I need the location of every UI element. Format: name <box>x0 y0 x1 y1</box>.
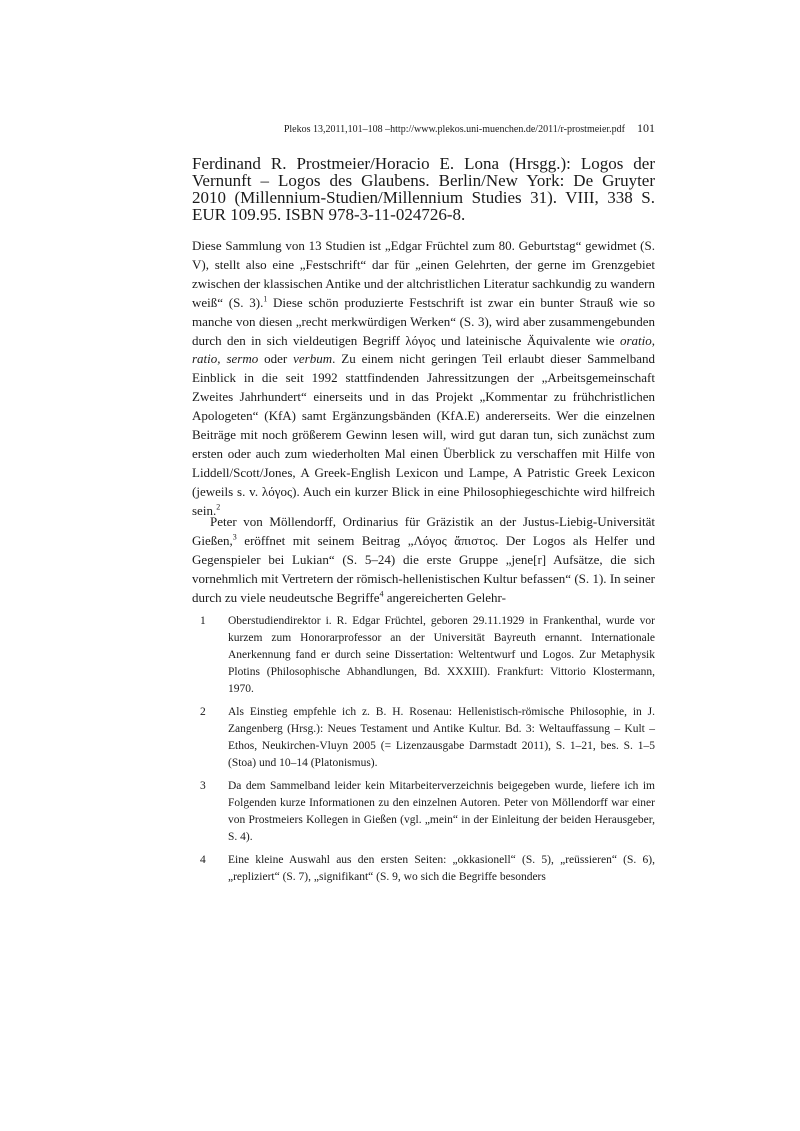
running-head <box>192 121 655 137</box>
p1-sep-3: oder <box>258 351 294 367</box>
page-number: 101 <box>637 121 655 135</box>
term-ratio: ratio <box>192 351 218 367</box>
footnote-4 <box>200 852 655 886</box>
term-sermo: sermo <box>226 351 259 367</box>
p1-text-b: Diese schön produzierte Festschrift ist zwar ein bunter Strauß wie so manche von diesen „recht merkwürdigen Werken“ (S. 3), wird aber zusammengebunden durch den in sich vieldeutigen Begriff λόγος und lateinische Äquivalente wie <box>192 294 655 348</box>
term-verbum: verbum <box>293 351 333 367</box>
p2-text-a: Peter von Möllendorff, Ordinarius für Gräzistik an der Justus-Liebig-Universität Gießen, <box>192 514 655 548</box>
review-heading: Ferdinand R. Prostmeier/Horacio E. Lona (Hrsgg.): Logos der Vernunft – Logos des Glaubens. Berlin/New York: De Gruyter 2010 (Millennium-Studien/Millennium Studies 31). VIII, 338 S. EUR 109.95. ISBN 978-3-11-024726-8. <box>192 154 655 224</box>
footnote-3 <box>200 778 655 846</box>
footnote-text: Da dem Sammelband leider kein Mitarbeiterverzeichnis beigegeben wurde, liefere ich im Folgenden kurze Informationen zu den einzelnen Autoren. Peter von Möllendorff war einer von Prostmeiers Kollegen in Gießen (vgl. „mein“ in der Einleitung der beiden Herausgeber, S. 4). <box>228 780 655 843</box>
footnote-number: 3 <box>200 780 206 792</box>
footnote-ref-2[interactable]: 2 <box>216 502 221 512</box>
footnote-2 <box>200 704 655 772</box>
footnote-ref-4[interactable]: 4 <box>379 589 384 599</box>
p1-sep-1: , <box>651 332 655 348</box>
footnote-number: 4 <box>200 854 206 866</box>
footnotes <box>200 613 655 892</box>
footnote-ref-3[interactable]: 3 <box>232 532 237 542</box>
term-oratio: oratio <box>619 332 652 348</box>
p2-text-c: angereicherten Gelehr- <box>383 589 506 605</box>
footnote-text: Oberstudiendirektor i. R. Edgar Früchtel, geboren 29.11.1929 in Frankenthal, wurde vor kurzem zum Honorarprofessor an der Universität Bayreuth ernannt. Internationale Anerkennung fand er durch seine Dissertation: Weltentwurf und Logos. Zur Metaphysik Plotins (Philosophische Abhandlungen, Bd. XXXIII). Frankfurt: Vittorio Klostermann, 1970. <box>228 615 655 695</box>
footnote-text: Als Einstieg empfehle ich z. B. H. Rosenau: Hellenistisch-römische Philosophie, in J. Zangenberg (Hrsg.): Neues Testament und Antike Kultur. Bd. 3: Weltauffassung – Kult – Ethos, Neukirchen-Vluyn 2005 (= Lizenzausgabe Darmstadt 2011), S. 1–21, bes. S. 1–5 (Stoa) und 10–14 (Platonismus). <box>228 706 655 769</box>
footnote-ref-1[interactable]: 1 <box>263 294 268 304</box>
footnote-text: Eine kleine Auswahl aus den ersten Seiten: „okkasionell“ (S. 5), „reüssieren“ (S. 6), „repliziert“ (S. 7), „signifikant“ (S. 9, wo sich die Begriffe besonders <box>228 854 655 883</box>
p1-text-c: . Zu einem nicht geringen Teil erlaubt dieser Sammelband Einblick in die seit 1992 stattfindenden Jahressitzungen der „Arbeitsgemeinschaft Zweites Jahrhundert“ einerseits und in das Projekt „Kommentar zu frühchristlichen Apologeten“ (KfA) samt Ergänzungsbänden (KfA.E) andererseits. Wer die einzelnen Beiträge mit noch größerem Gewinn lesen will, wird gut daran tun, sich zunächst zum ersten oder auch zum wiederholten Mal einen Überblick zu verschaffen mit Hilfe von Liddell/Scott/Jones, A Greek-English Lexicon und Lampe, A Patristic Greek Lexicon (jeweils s. v. λόγος). Auch ein kurzer Blick in eine Philosophiegeschichte wird hilfreich sein. <box>192 351 656 518</box>
paragraph-1 <box>192 237 655 521</box>
p1-sep-2: , <box>217 351 227 367</box>
footnote-number: 2 <box>200 706 206 718</box>
footnote-number: 1 <box>200 615 206 627</box>
running-head-text: Plekos 13,2011,101–108 –http://www.plekos.uni-muenchen.de/2011/r-prostmeier.pdf <box>283 124 625 135</box>
p2-text-b: eröffnet mit seinem Beitrag „Λόγος ἄπιστος. Der Logos als Helfer und Gegenspieler bei Lukian“ (S. 5–24) die erste Gruppe „jene[r] Aufsätze, die sich vornehmlich mit Vertretern der römisch-hellenistischen Kultur befassen“ (S. 1). In seiner durch zu viele neudeutsche Begriffe <box>192 532 655 605</box>
footnote-1 <box>200 613 655 698</box>
paragraph-2 <box>192 513 655 608</box>
p1-text-a: Diese Sammlung von 13 Studien ist „Edgar Früchtel zum 80. Geburtstag“ gewidmet (S. V), stellt also eine „Festschrift“ dar für „einen Gelehrten, der gerne im Grenzgebiet zwischen der klassischen Antike und der altchristlichen Literatur sachkundig zu wandern weiß“ (S. 3). <box>192 238 655 310</box>
